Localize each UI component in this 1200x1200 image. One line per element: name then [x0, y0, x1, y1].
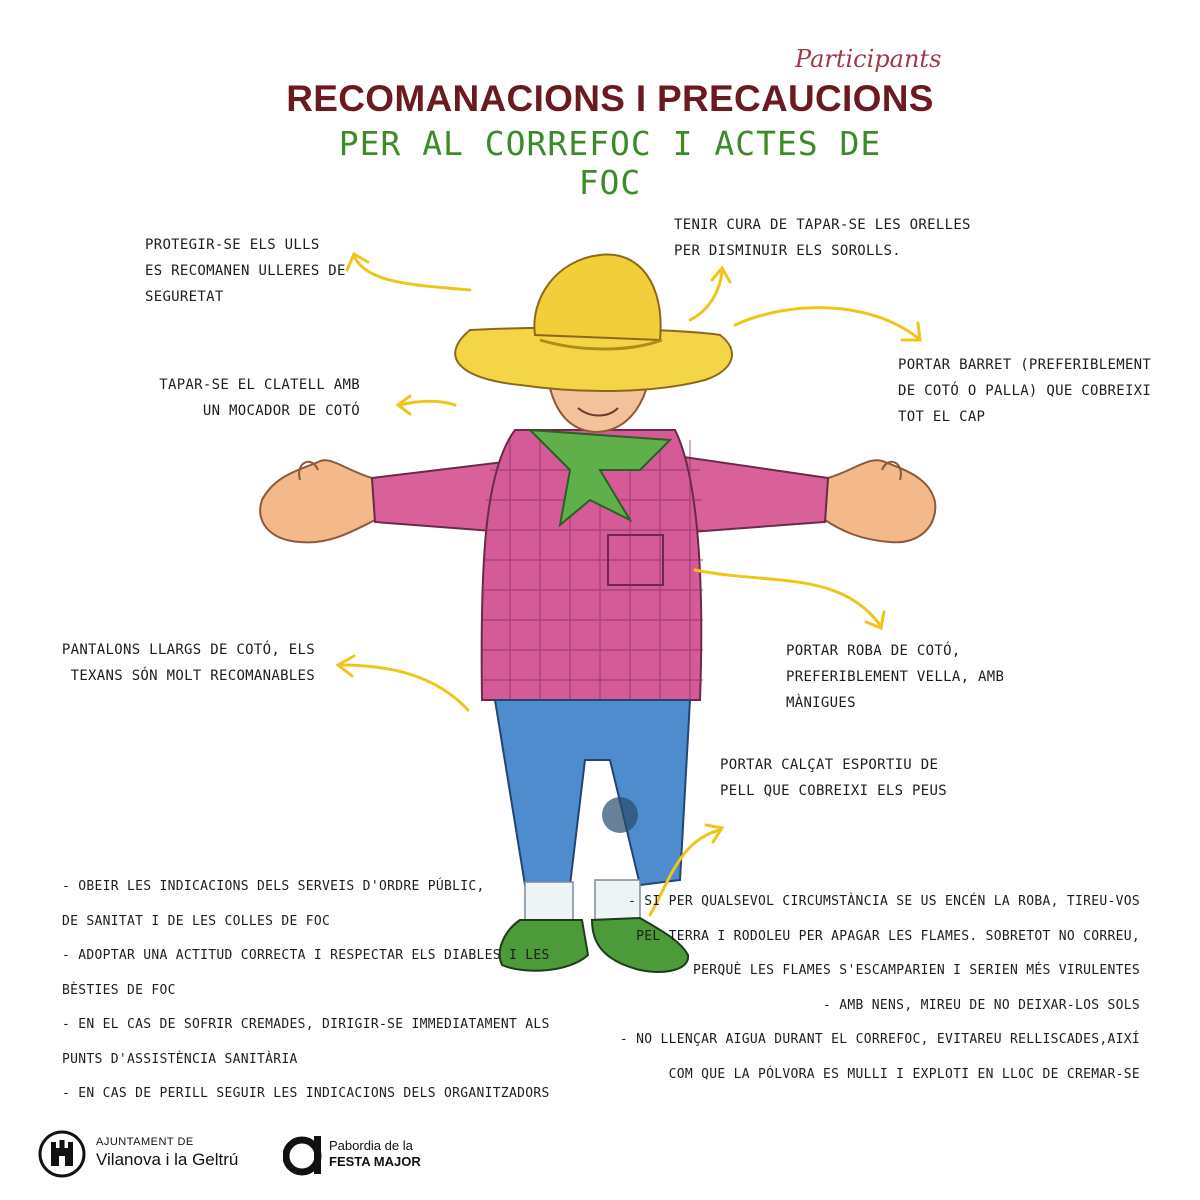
- left-hand: [260, 460, 375, 542]
- list-item: - ADOPTAR UNA ACTITUD CORRECTA I RESPECTAR ELS DIABLES I LES: [62, 948, 550, 963]
- pabordia-logo-block: [283, 1130, 433, 1180]
- annotation-line: SEGURETAT: [145, 289, 224, 305]
- list-item: - NO LLENÇAR AIGUA DURANT EL CORREFOC, EVITAREU RELLISCADES,AIXÍ: [619, 1032, 1140, 1047]
- pabordia-line2: FESTA MAJOR: [329, 1154, 421, 1169]
- arrow-neck: [398, 396, 455, 414]
- right-recommendation-list: [610, 885, 1140, 1092]
- annotation-line: TEXANS SÓN MOLT RECOMANABLES: [70, 668, 315, 684]
- annotation-line: UN MOCADOR DE COTÓ: [202, 403, 360, 419]
- arrow-eyes: [347, 254, 470, 290]
- page-title: RECOMANACIONS I PRECAUCIONS: [286, 78, 934, 119]
- subtitle: Participants: [795, 45, 942, 73]
- left-recommendation-list: [62, 870, 550, 1112]
- list-item: COM QUE LA PÓLVORA ES MULLI I EXPLOTI EN LLOC DE CREMAR-SE: [668, 1066, 1140, 1082]
- arrow-ears: [690, 268, 730, 320]
- list-item: BÈSTIES DE FOC: [62, 982, 176, 998]
- arrow-hat: [735, 308, 920, 340]
- annotation-line: PORTAR BARRET (PREFERIBLEMENT: [898, 357, 1152, 373]
- ajuntament-logo: [38, 1130, 258, 1180]
- straw-hat: [455, 255, 732, 391]
- arrow-clothes: [695, 570, 884, 628]
- jeans: [495, 700, 690, 885]
- list-item: PEL TERRA I RODOLEU PER APAGAR LES FLAMES. SOBRETOT NO CORREU,: [636, 928, 1140, 944]
- annotation-line: DE COTÓ O PALLA) QUE COBREIXI: [898, 383, 1152, 399]
- annotation-line: PELL QUE COBREIXI ELS PEUS: [720, 783, 947, 799]
- list-item: - SI PER QUALSEVOL CIRCUMSTÀNCIA SE US ENCÉN LA ROBA, TIREU-VOS: [628, 894, 1140, 909]
- annotation-line: PORTAR ROBA DE COTÓ,: [786, 643, 961, 659]
- page-subtitle: PER AL CORREFOC I ACTES DE FOC: [338, 124, 882, 202]
- annotation-line: MÀNIGUES: [786, 695, 856, 711]
- annotation-line: ES RECOMANEN ULLERES DE: [145, 263, 346, 279]
- list-item: DE SANITAT I DE LES COLLES DE FOC: [62, 913, 331, 929]
- right-hand: [825, 460, 935, 542]
- annotation-line: TENIR CURA DE TAPAR-SE LES ORELLES: [674, 217, 971, 233]
- list-item: PERQUÈ LES FLAMES S'ESCAMPARIEN I SERIEN MÉS VIRULENTES: [693, 963, 1140, 978]
- ajuntament-line1: AJUNTAMENT DE: [96, 1136, 194, 1148]
- annotation-neck: [120, 372, 360, 424]
- arrow-pants: [338, 656, 468, 710]
- annotation-line: PREFERIBLEMENT VELLA, AMB: [786, 669, 1005, 685]
- ajuntament-line2: Vilanova i la Geltrú: [96, 1150, 239, 1169]
- annotation-line: TAPAR-SE EL CLATELL AMB: [159, 377, 360, 393]
- pabordia-line1: Pabordia de la: [329, 1138, 413, 1153]
- list-item: - OBEIR LES INDICACIONS DELS SERVEIS D'ORDRE PÚBLIC,: [62, 879, 485, 894]
- list-item: PUNTS D'ASSISTÈNCIA SANITÀRIA: [62, 1051, 298, 1067]
- annotation-line: TOT EL CAP: [898, 409, 986, 425]
- annotation-shoes: [720, 752, 947, 804]
- annotation-line: PER DISMINUIR ELS SOROLLS.: [674, 243, 901, 259]
- annotation-pants: [40, 637, 315, 689]
- annotation-clothes: [786, 638, 1004, 716]
- annotation-ears: [674, 212, 971, 264]
- list-item: - EN EL CAS DE SOFRIR CREMADES, DIRIGIR-SE IMMEDIATAMENT ALS: [62, 1017, 550, 1032]
- list-item: - EN CAS DE PERILL SEGUIR LES INDICACIONS DELS ORGANITZADORS: [62, 1086, 550, 1101]
- annotation-hat: [898, 352, 1151, 430]
- castle-icon: [38, 1130, 86, 1178]
- annotation-line: PROTEGIR-SE ELS ULLS: [145, 237, 320, 253]
- annotation-line: PANTALONS LLARGS DE COTÓ, ELS: [61, 642, 315, 658]
- annotation-eyes: [145, 232, 346, 310]
- annotation-line: PORTAR CALÇAT ESPORTIU DE: [720, 757, 939, 773]
- pabordia-logo: [283, 1130, 325, 1178]
- list-item: - AMB NENS, MIREU DE NO DEIXAR-LOS SOLS: [823, 997, 1140, 1013]
